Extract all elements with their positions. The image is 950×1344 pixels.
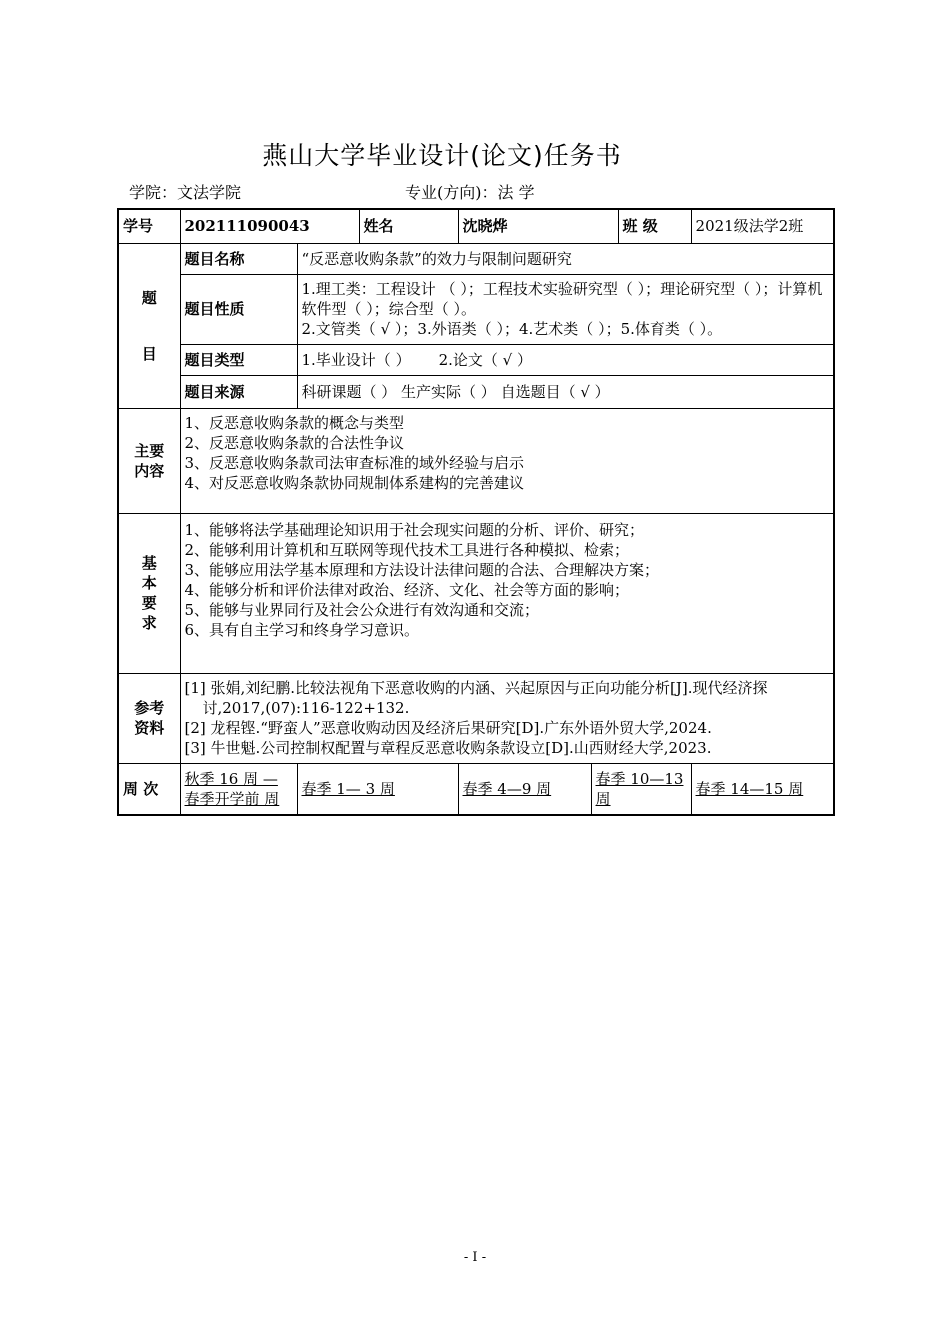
- list-item: 4、能够分析和评价法律对政治、经济、文化、社会等方面的影响；: [184, 580, 630, 599]
- topic-type-label: 题目类型: [180, 344, 297, 375]
- main-content-row: [118, 408, 834, 513]
- topic-type-value: [297, 344, 834, 375]
- schedule-row: [118, 763, 834, 815]
- topic-nature-value: [297, 274, 834, 344]
- topic-type-row: [118, 344, 834, 375]
- student-id-value: 202111090043: [180, 209, 359, 243]
- list-item: 2、能够利用计算机和互联网等现代技术工具进行各种模拟、检索；: [184, 540, 630, 559]
- reference-item: [1] 张娟,刘纪鹏.比较法视角下恶意收购的内涵、兴起原因与正向功能分析[J].现代经济探讨,2017,(07):116-122+132.: [184, 679, 768, 717]
- topic-type-option-design: 1.毕业设计（ ）: [301, 350, 411, 369]
- topic-nature-row: [118, 274, 834, 344]
- topic-source-value: 科研课题（ ） 生产实际（ ） 自选题目（ √ ）: [297, 375, 834, 408]
- topic-type-option-thesis: 2.论文（ √ ）: [438, 350, 532, 369]
- major-field: 专业(方向)：法 学: [405, 183, 535, 202]
- references-list: [180, 673, 834, 763]
- list-item: 4、对反恶意收购条款协同规制体系建构的完善建议: [184, 473, 525, 492]
- schedule-week-5: 春季 14—15 周: [691, 763, 834, 815]
- student-id-label: 学号: [118, 209, 180, 243]
- references-label: 参考 资料: [118, 673, 180, 763]
- requirements-list: [180, 513, 834, 673]
- class-value: 2021级法学2班: [691, 209, 834, 243]
- topic-group-label: 题 目: [118, 243, 180, 408]
- student-name-value: 沈晓烨: [458, 209, 618, 243]
- list-item: 2、反恶意收购条款的合法性争议: [184, 433, 405, 452]
- topic-source-row: [118, 375, 834, 408]
- schedule-week-2: 春季 1— 3 周: [297, 763, 458, 815]
- main-content-list: [180, 408, 834, 513]
- college-field: 学院：文法学院: [129, 183, 242, 202]
- list-item: 1、能够将法学基础理论知识用于社会现实问题的分析、评价、研究；: [184, 520, 645, 539]
- topic-nature-label: 题目性质: [180, 274, 297, 344]
- requirements-row: [118, 513, 834, 673]
- topic-nature-line-1: 1.理工类：工程设计 （ ）；工程技术实验研究型（ ）；理论研究型（ ）；计算机软件型（ ）；综合型（ ）。: [301, 280, 823, 318]
- task-table: [117, 208, 835, 816]
- topic-name-row: [118, 243, 834, 274]
- student-name-label: 姓名: [359, 209, 458, 243]
- schedule-week-3: 春季 4—9 周: [458, 763, 591, 815]
- student-row: [118, 209, 834, 243]
- list-item: 3、反恶意收购条款司法审查标准的域外经验与启示: [184, 453, 525, 472]
- topic-source-label: 题目来源: [180, 375, 297, 408]
- schedule-label: 周 次: [118, 763, 180, 815]
- class-label: 班 级: [618, 209, 691, 243]
- references-row: [118, 673, 834, 763]
- list-item: 5、能够与业界同行及社会公众进行有效沟通和交流；: [184, 600, 540, 619]
- page-number: - I -: [463, 1250, 487, 1265]
- list-item: 1、反恶意收购条款的概念与类型: [184, 413, 405, 432]
- main-content-label: 主要 内容: [118, 408, 180, 513]
- topic-name-label: 题目名称: [180, 243, 297, 274]
- reference-item: [2] 龙程铿.“野蛮人”恶意收购动因及经济后果研究[D].广东外语外贸大学,2024.: [184, 719, 712, 737]
- requirements-label: 基 本 要 求: [118, 513, 180, 673]
- schedule-week-4: 春季 10—13 周: [591, 763, 691, 815]
- topic-name-value: “反恶意收购条款”的效力与限制问题研究: [297, 243, 834, 274]
- page-title: 燕山大学毕业设计(论文)任务书: [262, 141, 622, 170]
- list-item: 3、能够应用法学基本原理和方法设计法律问题的合法、合理解决方案；: [184, 560, 660, 579]
- list-item: 6、具有自主学习和终身学习意识。: [184, 620, 420, 639]
- schedule-week-1: 秋季 16 周 — 春季开学前 周: [180, 763, 297, 815]
- topic-nature-line-2: 2.文管类（ √ ）；3.外语类（ ）；4.艺术类（ ）；5.体育类（ ）。: [301, 320, 723, 338]
- reference-item: [3] 牛世魁.公司控制权配置与章程反恶意收购条款设立[D].山西财经大学,2023.: [184, 739, 712, 757]
